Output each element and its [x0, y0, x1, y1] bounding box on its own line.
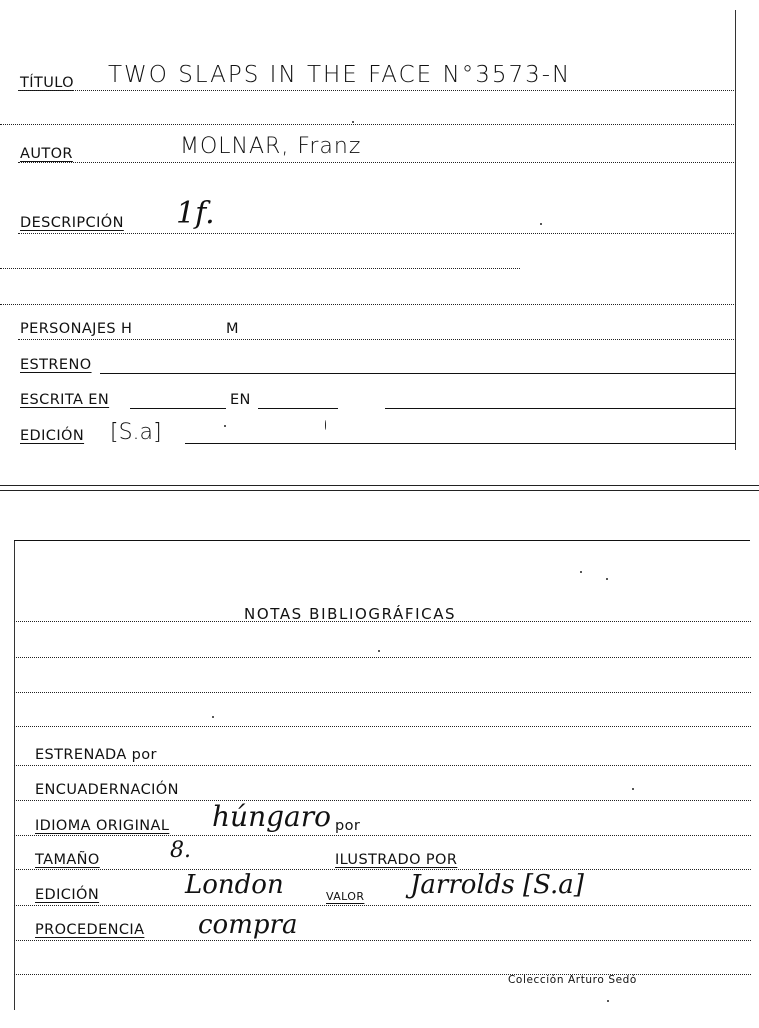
top-catalog-card [0, 0, 759, 500]
escrita-en-rule-c [385, 408, 736, 409]
idioma-por-label: por [335, 818, 361, 834]
notas-rule-4 [14, 726, 751, 727]
autor-rule [18, 162, 736, 163]
collection-credit: Colección Arturo Sedó [508, 974, 637, 986]
autor-label: AUTOR [20, 146, 73, 162]
rule-3 [0, 304, 736, 305]
idioma-label: IDIOMA ORIGINAL [35, 818, 170, 834]
edicion-bottom-rule [14, 905, 751, 906]
bottom-catalog-card [0, 500, 759, 1028]
edicion-bottom-label: EDICIÓN [35, 887, 100, 903]
idioma-value: húngaro [212, 800, 331, 833]
autor-value: MOLNAR, Franz [180, 134, 362, 159]
encuadernacion-rule [14, 800, 751, 801]
procedencia-rule [14, 940, 751, 941]
titulo-rule [18, 90, 736, 91]
notas-rule-2 [14, 657, 751, 658]
edicion-rule [185, 443, 736, 444]
personajes-m-label: M [226, 321, 239, 337]
speck [607, 1000, 609, 1002]
titulo-value: TWO SLAPS IN THE FACE N°3573-N [108, 62, 572, 88]
descripcion-label: DESCRIPCIÓN [20, 215, 124, 231]
bottom-card-top-edge [14, 540, 750, 541]
valor-label: VALOR [326, 890, 365, 903]
estreno-rule [100, 373, 736, 374]
escrita-en-rule-a [130, 408, 226, 409]
procedencia-label: PROCEDENCIA [35, 922, 145, 938]
speck [352, 121, 354, 123]
estrenada-rule [14, 765, 751, 766]
en-label: EN [230, 392, 251, 408]
rule-2 [0, 268, 520, 269]
notas-rule-1 [14, 621, 751, 622]
edicion-bottom-value: London [185, 870, 284, 900]
valor-value: Jarrolds [S.a] [410, 870, 584, 900]
personajes-label: PERSONAJES H [20, 321, 133, 337]
descripcion-value: 1f. [176, 196, 215, 231]
edicion-value: [S.a] [110, 420, 162, 445]
tamano-rule [14, 869, 751, 870]
speck [632, 788, 634, 790]
speck [580, 571, 582, 573]
notas-heading: NOTAS BIBLIOGRÁFICAS [244, 605, 457, 623]
estreno-label: ESTRENO [20, 357, 92, 373]
card-separator-bottom [0, 490, 759, 491]
idioma-rule [14, 835, 751, 836]
notas-rule-3 [14, 692, 751, 693]
titulo-label: TÍTULO [20, 75, 74, 91]
escrita-en-label: ESCRITA EN [20, 392, 110, 408]
speck [540, 223, 542, 225]
descripcion-rule [18, 233, 736, 234]
edicion-label: EDICIÓN [20, 428, 85, 444]
speck [606, 578, 608, 580]
tamano-label: TAMAÑO [35, 852, 100, 868]
speck [378, 650, 380, 652]
ilustrado-label: ILUSTRADO POR [335, 852, 458, 868]
estrenada-label: ESTRENADA por [35, 747, 157, 763]
speck [224, 425, 226, 427]
personajes-rule [18, 339, 736, 340]
speck [212, 716, 214, 718]
rule-1 [0, 124, 736, 125]
escrita-en-rule-b [258, 408, 338, 409]
encuadernacion-label: ENCUADERNACIÓN [35, 782, 179, 798]
top-card-right-edge [735, 10, 736, 450]
tamano-value: 8. [170, 838, 191, 863]
procedencia-value: compra [198, 910, 298, 940]
speck [325, 420, 326, 430]
card-separator-top [0, 485, 759, 486]
rule-last [14, 974, 751, 975]
